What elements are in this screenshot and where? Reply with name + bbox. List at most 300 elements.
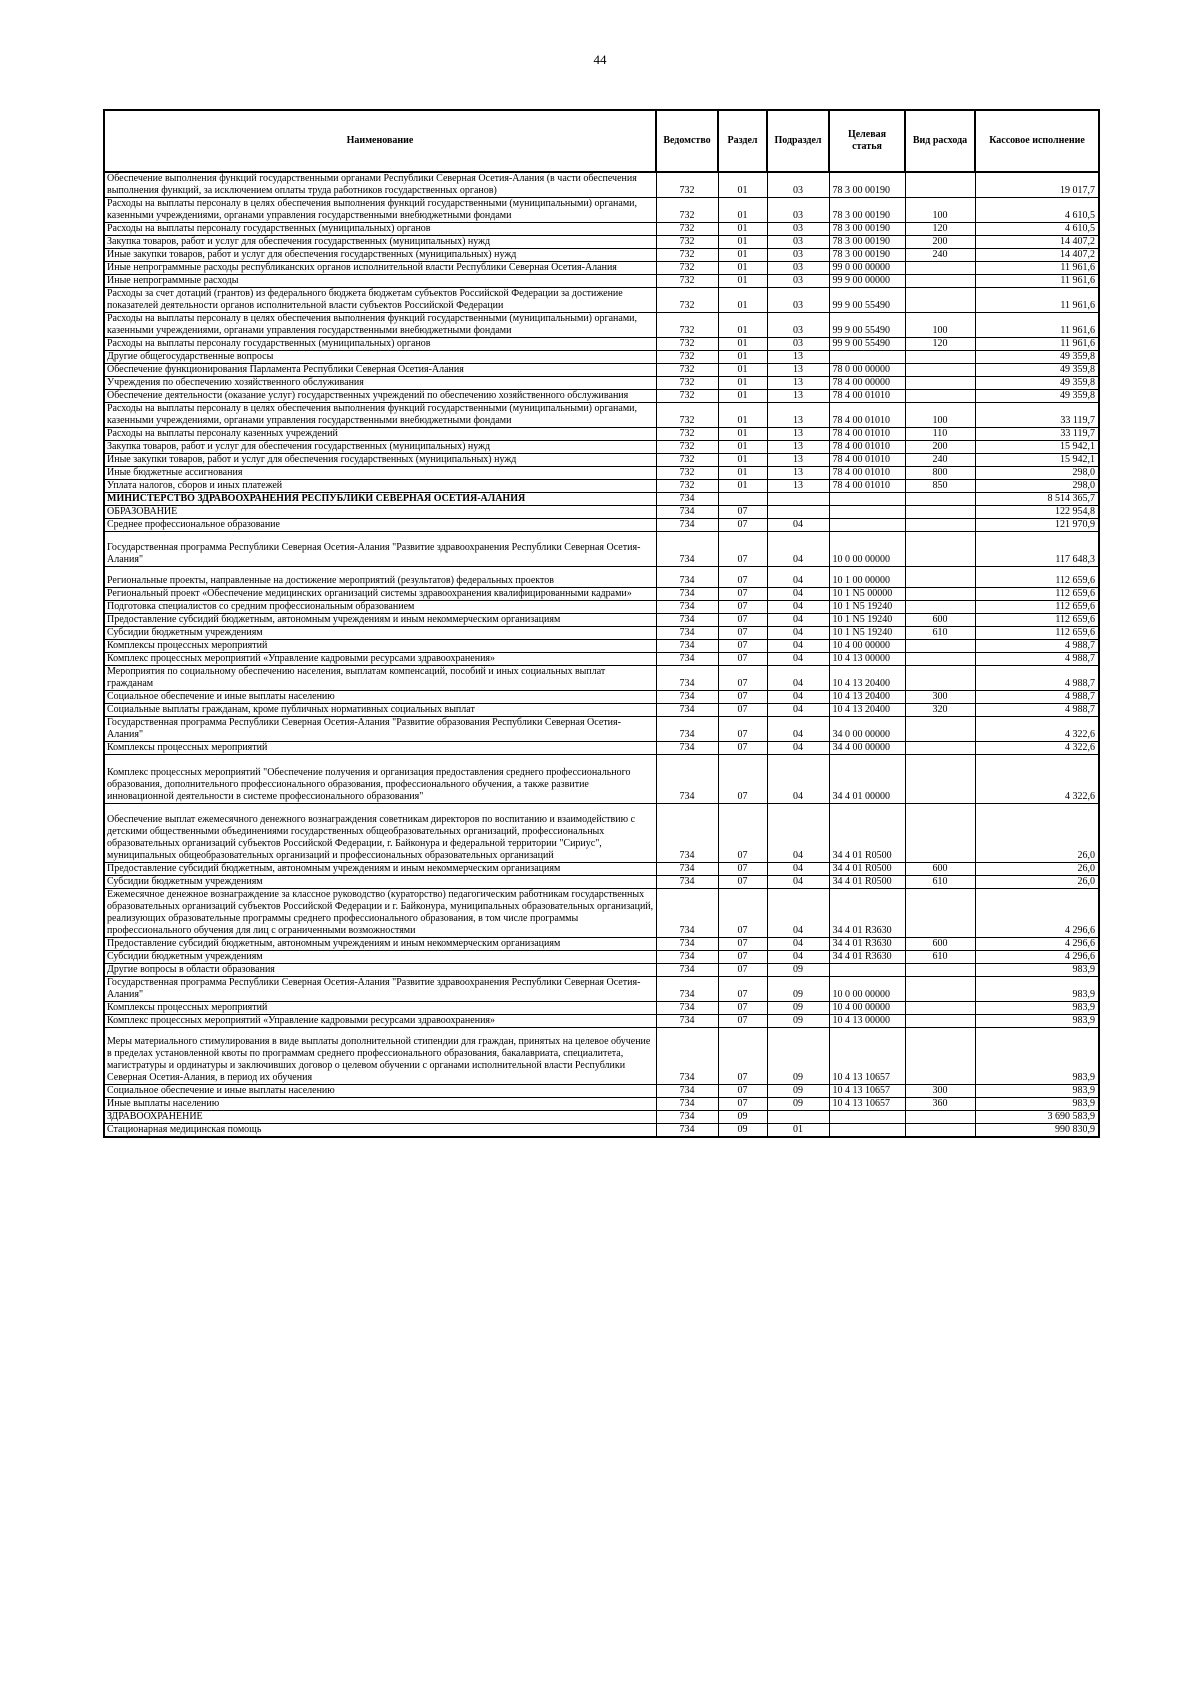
row-target-item: 34 4 01 00000: [829, 755, 905, 804]
row-name: Региональный проект «Обеспечение медицинских организаций системы здравоохранения квалифицированными кадрами»: [104, 588, 656, 601]
header-section: Раздел: [718, 110, 767, 172]
table-row: [104, 1028, 1099, 1085]
row-section: 01: [718, 403, 767, 428]
row-name: Расходы на выплаты персоналу казенных учреждений: [104, 428, 656, 441]
row-expense-type: 850: [905, 480, 975, 493]
row-section: 07: [718, 1002, 767, 1015]
row-name: Предоставление субсидий бюджетным, автономным учреждениям и иным некоммерческим организациям: [104, 863, 656, 876]
row-target-item: 78 4 00 01010: [829, 480, 905, 493]
row-name: Комплексы процессных мероприятий: [104, 640, 656, 653]
row-expense-type: 240: [905, 249, 975, 262]
row-subsection: 03: [767, 275, 829, 288]
row-section: 01: [718, 377, 767, 390]
row-section: 01: [718, 428, 767, 441]
row-section: 01: [718, 275, 767, 288]
row-subsection: 09: [767, 1028, 829, 1085]
row-section: 07: [718, 601, 767, 614]
row-expense-type: 610: [905, 951, 975, 964]
row-section: 07: [718, 804, 767, 863]
row-department: 732: [656, 313, 718, 338]
row-expense-type: [905, 364, 975, 377]
row-department: 732: [656, 351, 718, 364]
row-expense-type: [905, 640, 975, 653]
row-subsection: 04: [767, 567, 829, 588]
table-row: [104, 288, 1099, 313]
row-name: Государственная программа Республики Северная Осетия-Алания "Развитие здравоохранения Республики Северная Осетия-Алания": [104, 532, 656, 567]
row-name: Иные закупки товаров, работ и услуг для обеспечения государственных (муниципальных) нужд: [104, 454, 656, 467]
table-row: [104, 364, 1099, 377]
row-name: Обеспечение функционирования Парламента Республики Северная Осетия-Алания: [104, 364, 656, 377]
row-expense-type: [905, 889, 975, 938]
table-row: [104, 804, 1099, 863]
row-target-item: 10 4 13 20400: [829, 704, 905, 717]
table-row: [104, 467, 1099, 480]
row-subsection: 04: [767, 755, 829, 804]
row-subsection: 13: [767, 377, 829, 390]
table-row: [104, 653, 1099, 666]
table-row: [104, 567, 1099, 588]
row-cash-execution: 33 119,7: [975, 403, 1099, 428]
row-department: 734: [656, 889, 718, 938]
row-cash-execution: 11 961,6: [975, 275, 1099, 288]
row-target-item: 34 4 01 R0500: [829, 804, 905, 863]
row-subsection: 09: [767, 1085, 829, 1098]
row-subsection: 03: [767, 172, 829, 198]
row-target-item: 10 0 00 00000: [829, 532, 905, 567]
row-name: Среднее профессиональное образование: [104, 519, 656, 532]
table-row: [104, 588, 1099, 601]
row-cash-execution: 26,0: [975, 863, 1099, 876]
row-target-item: 78 3 00 00190: [829, 249, 905, 262]
row-department: 734: [656, 666, 718, 691]
row-expense-type: 610: [905, 627, 975, 640]
table-row: [104, 506, 1099, 519]
row-department: 732: [656, 390, 718, 403]
row-target-item: 78 4 00 01010: [829, 454, 905, 467]
row-expense-type: 360: [905, 1098, 975, 1111]
row-subsection: 09: [767, 1015, 829, 1028]
header-cash-execution: Кассовое исполнение: [975, 110, 1099, 172]
row-target-item: 34 4 01 R3630: [829, 951, 905, 964]
table-row: [104, 627, 1099, 640]
table-row: [104, 977, 1099, 1002]
row-cash-execution: 14 407,2: [975, 236, 1099, 249]
row-name: Учреждения по обеспечению хозяйственного обслуживания: [104, 377, 656, 390]
table-row: [104, 1124, 1099, 1138]
row-target-item: [829, 493, 905, 506]
row-cash-execution: 112 659,6: [975, 601, 1099, 614]
row-expense-type: [905, 964, 975, 977]
row-target-item: 78 0 00 00000: [829, 364, 905, 377]
row-section: 01: [718, 364, 767, 377]
row-name: Социальное обеспечение и иные выплаты населению: [104, 1085, 656, 1098]
row-expense-type: [905, 351, 975, 364]
row-name: Иные закупки товаров, работ и услуг для обеспечения государственных (муниципальных) нужд: [104, 249, 656, 262]
row-target-item: 10 4 13 00000: [829, 653, 905, 666]
page-number: 44: [593, 52, 607, 67]
row-cash-execution: 112 659,6: [975, 588, 1099, 601]
row-department: 734: [656, 627, 718, 640]
row-cash-execution: 4 610,5: [975, 198, 1099, 223]
row-department: 734: [656, 614, 718, 627]
row-subsection: 04: [767, 717, 829, 742]
row-cash-execution: 983,9: [975, 1015, 1099, 1028]
row-expense-type: [905, 493, 975, 506]
row-expense-type: [905, 519, 975, 532]
row-cash-execution: 983,9: [975, 1028, 1099, 1085]
row-expense-type: 320: [905, 704, 975, 717]
row-subsection: 04: [767, 704, 829, 717]
row-section: 09: [718, 1124, 767, 1138]
row-subsection: 04: [767, 742, 829, 755]
row-subsection: 04: [767, 876, 829, 889]
row-target-item: 78 4 00 01010: [829, 467, 905, 480]
row-name: Расходы на выплаты персоналу в целях обеспечения выполнения функций государственными (муниципальными) органами, казенными учреждениями, органами управления государственными внебюджетными фондами: [104, 198, 656, 223]
row-name: Уплата налогов, сборов и иных платежей: [104, 480, 656, 493]
row-subsection: 13: [767, 351, 829, 364]
row-expense-type: [905, 742, 975, 755]
table-row: [104, 172, 1099, 198]
row-target-item: 10 1 N5 19240: [829, 614, 905, 627]
row-subsection: 13: [767, 467, 829, 480]
row-subsection: 04: [767, 863, 829, 876]
row-department: 732: [656, 288, 718, 313]
row-name: Комплексы процессных мероприятий: [104, 742, 656, 755]
row-cash-execution: 4 322,6: [975, 742, 1099, 755]
row-subsection: 03: [767, 249, 829, 262]
table-row: [104, 863, 1099, 876]
table-row: [104, 338, 1099, 351]
row-department: 734: [656, 1098, 718, 1111]
row-target-item: 10 4 00 00000: [829, 1002, 905, 1015]
row-department: 732: [656, 236, 718, 249]
row-target-item: 34 4 01 R0500: [829, 876, 905, 889]
table-row: [104, 532, 1099, 567]
row-expense-type: [905, 666, 975, 691]
table-row: [104, 964, 1099, 977]
row-expense-type: [905, 1002, 975, 1015]
row-name: Другие общегосударственные вопросы: [104, 351, 656, 364]
row-cash-execution: 990 830,9: [975, 1124, 1099, 1138]
row-target-item: 34 4 00 00000: [829, 742, 905, 755]
row-target-item: 99 9 00 55490: [829, 313, 905, 338]
row-cash-execution: 4 296,6: [975, 889, 1099, 938]
row-subsection: 13: [767, 403, 829, 428]
table-row: [104, 403, 1099, 428]
row-department: 734: [656, 964, 718, 977]
row-expense-type: 200: [905, 441, 975, 454]
row-department: 734: [656, 717, 718, 742]
row-name: Обеспечение деятельности (оказание услуг) государственных учреждений по обеспечению хозяйственного обслуживания: [104, 390, 656, 403]
row-expense-type: 200: [905, 236, 975, 249]
row-department: 732: [656, 172, 718, 198]
row-department: 732: [656, 198, 718, 223]
table-row: [104, 454, 1099, 467]
row-section: 01: [718, 198, 767, 223]
row-subsection: 04: [767, 627, 829, 640]
header-target-item: Целевая статья: [829, 110, 905, 172]
row-name: Обеспечение выполнения функций государственными органами Республики Северная Осетия-Алания (в части обеспечения выполнения функций, за исключением оплаты труда работников государственных органов): [104, 172, 656, 198]
row-name: Иные непрограммные расходы: [104, 275, 656, 288]
row-cash-execution: 33 119,7: [975, 428, 1099, 441]
row-cash-execution: 3 690 583,9: [975, 1111, 1099, 1124]
row-section: 01: [718, 236, 767, 249]
row-cash-execution: 298,0: [975, 467, 1099, 480]
row-subsection: 03: [767, 236, 829, 249]
row-cash-execution: 49 359,8: [975, 351, 1099, 364]
row-name: ОБРАЗОВАНИЕ: [104, 506, 656, 519]
row-name: Предоставление субсидий бюджетным, автономным учреждениям и иным некоммерческим организациям: [104, 614, 656, 627]
header-subsection: Подраздел: [767, 110, 829, 172]
header-row: [104, 110, 1099, 172]
row-subsection: 03: [767, 262, 829, 275]
row-section: 07: [718, 742, 767, 755]
row-target-item: [829, 964, 905, 977]
table-row: [104, 691, 1099, 704]
row-name: Субсидии бюджетным учреждениям: [104, 627, 656, 640]
row-cash-execution: 11 961,6: [975, 338, 1099, 351]
row-section: 01: [718, 172, 767, 198]
row-department: 734: [656, 977, 718, 1002]
row-cash-execution: 49 359,8: [975, 377, 1099, 390]
row-cash-execution: 11 961,6: [975, 288, 1099, 313]
row-expense-type: [905, 567, 975, 588]
table-row: [104, 1015, 1099, 1028]
table-row: [104, 755, 1099, 804]
row-subsection: 03: [767, 338, 829, 351]
row-cash-execution: 4 610,5: [975, 223, 1099, 236]
row-target-item: 10 1 00 00000: [829, 567, 905, 588]
row-section: 07: [718, 1015, 767, 1028]
row-department: 734: [656, 601, 718, 614]
row-name: Меры материального стимулирования в виде выплаты дополнительной стипендии для граждан, принятых на целевое обучение в пределах установленной квоты по программам среднего профессионального образования, бакалавриата, специалитета, магистратуры и ординатуры и заключивших договор о целевом обучении с органами исполнительной власти Республики Северная Осетия-Алания, в период их обучения: [104, 1028, 656, 1085]
table-row: [104, 601, 1099, 614]
row-expense-type: 610: [905, 876, 975, 889]
table-row: [104, 428, 1099, 441]
row-name: Ежемесячное денежное вознаграждение за классное руководство (кураторство) педагогическим работникам государственных образовательных организаций субъектов Российской Федерации и г. Байконура, муниципальных образовательных организаций, реализующих образовательные программы среднего профессионального образования, в том числе программы профессионального обучения для лиц с ограниченными возможностями: [104, 889, 656, 938]
row-target-item: [829, 1111, 905, 1124]
row-target-item: 78 4 00 01010: [829, 403, 905, 428]
row-subsection: 09: [767, 1098, 829, 1111]
row-expense-type: [905, 717, 975, 742]
table-row: [104, 236, 1099, 249]
row-section: 01: [718, 338, 767, 351]
row-name: Расходы за счет дотаций (грантов) из федерального бюджета бюджетам субъектов Российской Федерации за достижение показателей деятельности органов исполнительной власти субъектов Российской Федерации: [104, 288, 656, 313]
row-target-item: 10 4 13 20400: [829, 666, 905, 691]
row-section: 07: [718, 519, 767, 532]
row-name: Иные непрограммные расходы республиканских органов исполнительной власти Республики Северная Осетия-Алания: [104, 262, 656, 275]
row-expense-type: [905, 377, 975, 390]
table-row: [104, 480, 1099, 493]
row-cash-execution: 19 017,7: [975, 172, 1099, 198]
row-cash-execution: 15 942,1: [975, 441, 1099, 454]
row-target-item: 78 3 00 00190: [829, 172, 905, 198]
row-department: 732: [656, 249, 718, 262]
row-cash-execution: 4 296,6: [975, 951, 1099, 964]
row-section: 01: [718, 454, 767, 467]
row-target-item: 78 4 00 00000: [829, 377, 905, 390]
row-expense-type: [905, 804, 975, 863]
row-name: Социальные выплаты гражданам, кроме публичных нормативных социальных выплат: [104, 704, 656, 717]
row-expense-type: [905, 588, 975, 601]
row-target-item: 78 4 00 01010: [829, 428, 905, 441]
row-expense-type: 600: [905, 614, 975, 627]
row-target-item: 78 3 00 00190: [829, 198, 905, 223]
row-expense-type: 120: [905, 338, 975, 351]
row-subsection: 04: [767, 691, 829, 704]
row-section: 09: [718, 1111, 767, 1124]
row-target-item: 78 4 00 01010: [829, 390, 905, 403]
row-cash-execution: 4 988,7: [975, 691, 1099, 704]
row-subsection: 04: [767, 588, 829, 601]
row-department: 732: [656, 223, 718, 236]
row-department: 732: [656, 454, 718, 467]
row-target-item: 99 9 00 55490: [829, 338, 905, 351]
row-expense-type: 100: [905, 198, 975, 223]
row-name: Расходы на выплаты персоналу государственных (муниципальных) органов: [104, 338, 656, 351]
row-subsection: 01: [767, 1124, 829, 1138]
table-row: [104, 876, 1099, 889]
row-target-item: 99 0 00 00000: [829, 262, 905, 275]
row-expense-type: 120: [905, 223, 975, 236]
table-row: [104, 614, 1099, 627]
table-row: [104, 717, 1099, 742]
row-department: 734: [656, 493, 718, 506]
row-cash-execution: 11 961,6: [975, 313, 1099, 338]
row-subsection: 03: [767, 223, 829, 236]
row-department: 732: [656, 428, 718, 441]
row-target-item: 34 0 00 00000: [829, 717, 905, 742]
row-section: 07: [718, 691, 767, 704]
row-cash-execution: 4 988,7: [975, 640, 1099, 653]
table-row: [104, 262, 1099, 275]
row-name: Комплекс процессных мероприятий «Управление кадровыми ресурсами здравоохранения»: [104, 1015, 656, 1028]
row-department: 734: [656, 506, 718, 519]
row-section: 07: [718, 1098, 767, 1111]
row-target-item: 10 1 N5 19240: [829, 627, 905, 640]
row-department: 734: [656, 704, 718, 717]
row-target-item: 78 3 00 00190: [829, 223, 905, 236]
table-row: [104, 351, 1099, 364]
row-subsection: 03: [767, 288, 829, 313]
table-row: [104, 275, 1099, 288]
row-expense-type: [905, 601, 975, 614]
row-subsection: 04: [767, 666, 829, 691]
table-row: [104, 249, 1099, 262]
row-expense-type: [905, 1028, 975, 1085]
row-section: 07: [718, 889, 767, 938]
row-expense-type: [905, 275, 975, 288]
row-cash-execution: 4 988,7: [975, 653, 1099, 666]
row-target-item: 34 4 01 R3630: [829, 889, 905, 938]
row-cash-execution: 4 988,7: [975, 666, 1099, 691]
row-department: 734: [656, 1015, 718, 1028]
row-expense-type: [905, 1124, 975, 1138]
row-department: 732: [656, 377, 718, 390]
row-cash-execution: 49 359,8: [975, 364, 1099, 377]
row-subsection: 04: [767, 614, 829, 627]
row-subsection: 13: [767, 390, 829, 403]
row-cash-execution: 112 659,6: [975, 567, 1099, 588]
row-target-item: 34 4 01 R3630: [829, 938, 905, 951]
row-subsection: 09: [767, 964, 829, 977]
table-row: [104, 519, 1099, 532]
row-name: Стационарная медицинская помощь: [104, 1124, 656, 1138]
row-expense-type: [905, 1015, 975, 1028]
row-cash-execution: 4 296,6: [975, 938, 1099, 951]
row-section: 01: [718, 480, 767, 493]
row-expense-type: [905, 390, 975, 403]
row-name: Другие вопросы в области образования: [104, 964, 656, 977]
row-section: 07: [718, 614, 767, 627]
row-subsection: 13: [767, 454, 829, 467]
row-expense-type: [905, 977, 975, 1002]
table-row: [104, 223, 1099, 236]
row-department: 732: [656, 467, 718, 480]
row-name: Расходы на выплаты персоналу в целях обеспечения выполнения функций государственными (муниципальными) органами, казенными учреждениями, органами управления государственными внебюджетными фондами: [104, 403, 656, 428]
row-name: Иные бюджетные ассигнования: [104, 467, 656, 480]
row-expense-type: [905, 532, 975, 567]
row-subsection: [767, 493, 829, 506]
row-department: 734: [656, 1085, 718, 1098]
table-row: [104, 951, 1099, 964]
row-section: 07: [718, 704, 767, 717]
row-name: ЗДРАВООХРАНЕНИЕ: [104, 1111, 656, 1124]
row-cash-execution: 15 942,1: [975, 454, 1099, 467]
row-target-item: 10 4 13 20400: [829, 691, 905, 704]
row-department: 734: [656, 691, 718, 704]
row-name: Расходы на выплаты персоналу государственных (муниципальных) органов: [104, 223, 656, 236]
row-department: 734: [656, 938, 718, 951]
row-name: Подготовка специалистов со средним профессиональным образованием: [104, 601, 656, 614]
row-section: 07: [718, 640, 767, 653]
row-cash-execution: 4 322,6: [975, 755, 1099, 804]
row-section: 07: [718, 1028, 767, 1085]
table-row: [104, 1085, 1099, 1098]
table-row: [104, 704, 1099, 717]
row-section: 01: [718, 467, 767, 480]
row-expense-type: [905, 172, 975, 198]
row-department: 734: [656, 1124, 718, 1138]
header-expense-type: Вид расхода: [905, 110, 975, 172]
row-subsection: 03: [767, 313, 829, 338]
row-expense-type: 300: [905, 691, 975, 704]
row-department: 732: [656, 275, 718, 288]
row-cash-execution: 983,9: [975, 977, 1099, 1002]
row-section: 01: [718, 249, 767, 262]
table-row: [104, 377, 1099, 390]
table-header: [104, 110, 1099, 172]
row-section: 01: [718, 262, 767, 275]
row-cash-execution: 26,0: [975, 804, 1099, 863]
row-section: 07: [718, 588, 767, 601]
row-name: Закупка товаров, работ и услуг для обеспечения государственных (муниципальных) нужд: [104, 236, 656, 249]
row-expense-type: 600: [905, 863, 975, 876]
row-expense-type: [905, 506, 975, 519]
header-department: Ведомство: [656, 110, 718, 172]
row-name: Комплекс процессных мероприятий "Обеспечение получения и организация предоставления среднего профессионального образования, дополнительного профессионального образования, профессионального обучения, а также развитие инновационной деятельности в системе профессионального образования": [104, 755, 656, 804]
row-section: 01: [718, 313, 767, 338]
table-row: [104, 640, 1099, 653]
row-name: Предоставление субсидий бюджетным, автономным учреждениям и иным некоммерческим организациям: [104, 938, 656, 951]
table-row: [104, 889, 1099, 938]
row-expense-type: 800: [905, 467, 975, 480]
row-subsection: 13: [767, 364, 829, 377]
row-department: 734: [656, 567, 718, 588]
row-expense-type: [905, 653, 975, 666]
row-department: 732: [656, 480, 718, 493]
row-department: 734: [656, 588, 718, 601]
